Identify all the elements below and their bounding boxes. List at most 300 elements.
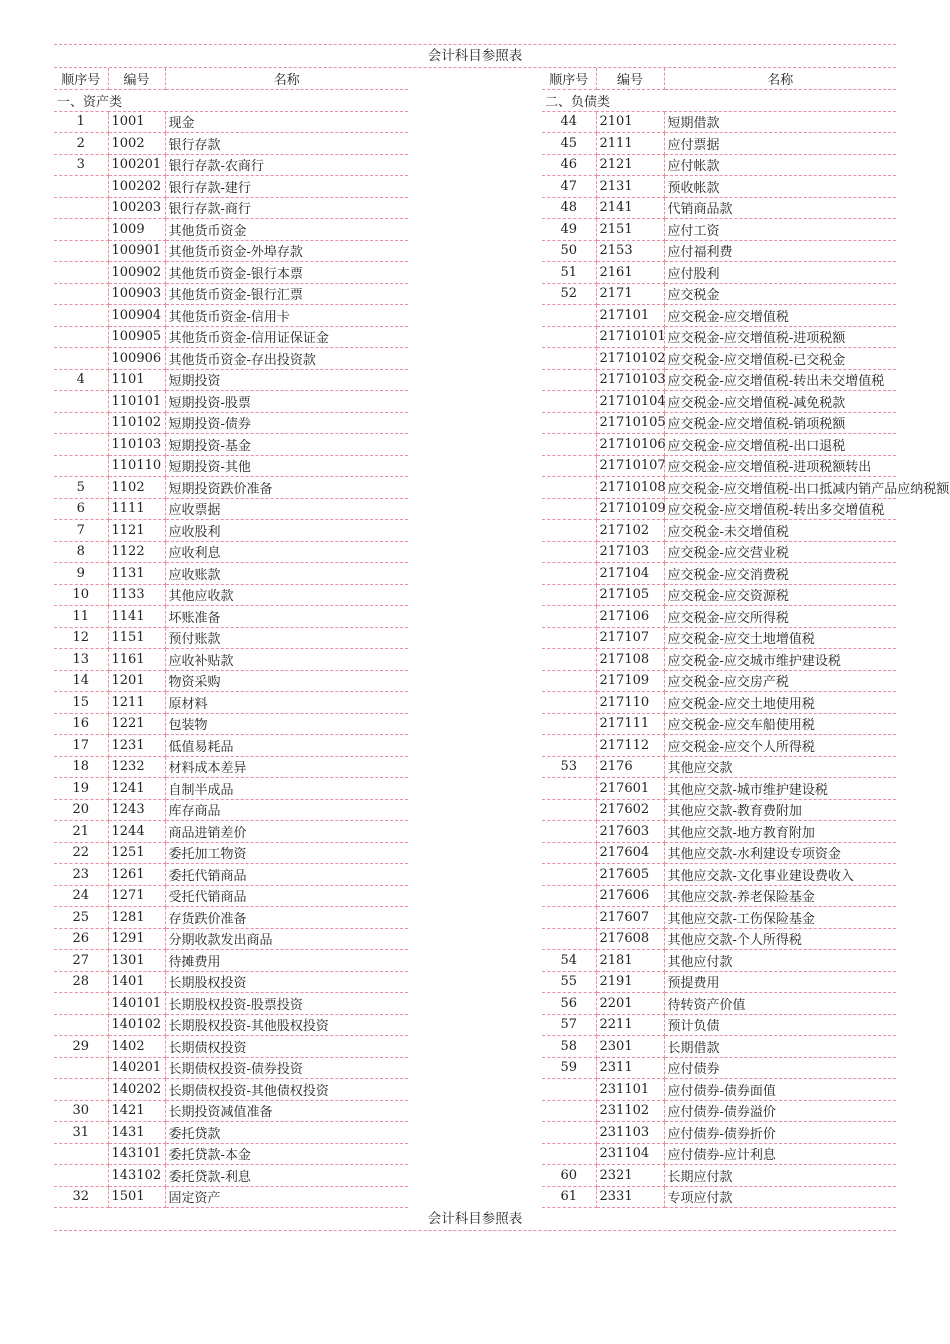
row-seq: 29 <box>54 1036 108 1058</box>
table-row <box>54 240 408 262</box>
row-name: 应付福利费 <box>664 240 896 262</box>
row-name: 应交税金-应交增值税-进项税额 <box>664 326 896 348</box>
table-row <box>542 283 896 305</box>
liabilities-table <box>542 68 950 1208</box>
row-name: 其他货币资金-信用卡 <box>165 305 408 327</box>
row-name: 应交税金-应交增值税-出口退税 <box>664 434 896 456</box>
table-row <box>54 606 408 628</box>
row-name: 库存商品 <box>165 799 408 821</box>
row-code: 1421 <box>108 1100 165 1122</box>
row-name: 其他应交款-工伤保险基金 <box>664 907 896 929</box>
row-seq <box>54 219 108 241</box>
row-code: 217601 <box>596 778 664 800</box>
table-row <box>542 713 896 735</box>
table-row <box>54 434 408 456</box>
row-name: 长期债权投资-债券投资 <box>165 1057 408 1079</box>
row-code: 217606 <box>596 885 664 907</box>
table-row <box>54 1122 408 1144</box>
row-seq <box>542 799 596 821</box>
table-row <box>542 563 896 585</box>
row-code: 217602 <box>596 799 664 821</box>
table-row <box>54 1186 408 1208</box>
row-seq: 24 <box>54 885 108 907</box>
row-seq: 4 <box>54 369 108 391</box>
row-code: 1133 <box>108 584 165 606</box>
table-row <box>542 412 896 434</box>
row-name: 短期投资 <box>165 369 408 391</box>
table-row <box>54 262 408 284</box>
row-seq: 46 <box>542 154 596 176</box>
row-code: 217101 <box>596 305 664 327</box>
row-seq <box>54 326 108 348</box>
sheet-footer: 会计科目参照表 <box>54 1208 896 1231</box>
row-seq <box>542 778 596 800</box>
row-seq <box>542 735 596 757</box>
table-row <box>542 928 896 950</box>
row-name: 其他应交款-文化事业建设费收入 <box>664 864 896 886</box>
table-row <box>542 197 896 219</box>
table-row <box>542 1165 896 1187</box>
header-seq: 顺序号 <box>542 68 596 90</box>
row-seq: 14 <box>54 670 108 692</box>
row-code: 100202 <box>108 176 165 198</box>
row-seq <box>54 1014 108 1036</box>
row-name: 应交税金-应交增值税-减免税款 <box>664 391 896 413</box>
row-seq <box>54 283 108 305</box>
table-row <box>54 735 408 757</box>
row-name: 应交税金-应交增值税-转出多交增值税 <box>664 498 896 520</box>
row-name: 应交税金-应交资源税 <box>664 584 896 606</box>
row-name: 应交税金-应交增值税-出口抵减内销产品应纳税额 <box>664 477 896 499</box>
table-row <box>54 1057 408 1079</box>
row-code: 217108 <box>596 649 664 671</box>
row-seq: 59 <box>542 1057 596 1079</box>
row-code: 2151 <box>596 219 664 241</box>
row-seq: 8 <box>54 541 108 563</box>
row-seq: 9 <box>54 563 108 585</box>
row-code: 217604 <box>596 842 664 864</box>
row-code: 1102 <box>108 477 165 499</box>
row-code: 100904 <box>108 305 165 327</box>
row-seq: 28 <box>54 971 108 993</box>
row-seq <box>542 864 596 886</box>
row-seq: 56 <box>542 993 596 1015</box>
row-code: 1243 <box>108 799 165 821</box>
row-name: 应交税金-应交增值税-进项税额转出 <box>664 455 896 477</box>
row-name: 其他应交款-地方教育附加 <box>664 821 896 843</box>
row-seq: 44 <box>542 111 596 133</box>
row-code: 1261 <box>108 864 165 886</box>
row-name: 短期投资跌价准备 <box>165 477 408 499</box>
row-code: 2141 <box>596 197 664 219</box>
table-row <box>542 971 896 993</box>
table-row <box>542 520 896 542</box>
table-row <box>542 1186 896 1208</box>
table-row <box>54 907 408 929</box>
row-name: 受托代销商品 <box>165 885 408 907</box>
row-code: 140201 <box>108 1057 165 1079</box>
row-seq <box>542 541 596 563</box>
table-row <box>542 111 896 133</box>
table-row <box>54 713 408 735</box>
row-code: 1232 <box>108 756 165 778</box>
row-name: 待转资产价值 <box>664 993 896 1015</box>
row-code: 1122 <box>108 541 165 563</box>
table-row <box>54 326 408 348</box>
table-row <box>542 1079 896 1101</box>
row-seq <box>542 498 596 520</box>
row-seq: 54 <box>542 950 596 972</box>
row-name: 委托贷款-利息 <box>165 1165 408 1187</box>
row-seq: 61 <box>542 1186 596 1208</box>
row-name: 其他货币资金-银行汇票 <box>165 283 408 305</box>
row-seq: 47 <box>542 176 596 198</box>
table-row <box>542 1057 896 1079</box>
row-name: 应付票据 <box>664 133 896 155</box>
row-seq: 60 <box>542 1165 596 1187</box>
row-seq: 10 <box>54 584 108 606</box>
row-name: 物资采购 <box>165 670 408 692</box>
row-name: 应付债券-应计利息 <box>664 1143 896 1165</box>
row-name: 预付账款 <box>165 627 408 649</box>
row-seq <box>54 993 108 1015</box>
table-row <box>54 197 408 219</box>
row-name: 短期投资-债券 <box>165 412 408 434</box>
row-seq: 49 <box>542 219 596 241</box>
row-code: 1401 <box>108 971 165 993</box>
table-row <box>542 326 896 348</box>
row-seq <box>542 455 596 477</box>
table-row <box>54 864 408 886</box>
row-name: 其他应交款-城市维护建设税 <box>664 778 896 800</box>
table-row <box>54 627 408 649</box>
row-seq <box>54 305 108 327</box>
row-seq <box>54 434 108 456</box>
row-code: 2191 <box>596 971 664 993</box>
row-name: 长期债权投资-其他债权投资 <box>165 1079 408 1101</box>
section-row <box>54 90 408 112</box>
row-name: 短期投资-基金 <box>165 434 408 456</box>
row-seq: 31 <box>54 1122 108 1144</box>
table-row <box>542 842 896 864</box>
row-code: 217608 <box>596 928 664 950</box>
row-seq: 12 <box>54 627 108 649</box>
table-row <box>542 1100 896 1122</box>
table-row <box>54 133 408 155</box>
row-seq: 23 <box>54 864 108 886</box>
row-seq <box>542 563 596 585</box>
row-name: 应交税金-应交房产税 <box>664 670 896 692</box>
row-name: 应付债券 <box>664 1057 896 1079</box>
row-code: 231103 <box>596 1122 664 1144</box>
header-seq: 顺序号 <box>54 68 108 90</box>
row-code: 217110 <box>596 692 664 714</box>
row-code: 217104 <box>596 563 664 585</box>
table-row <box>542 649 896 671</box>
row-name: 低值易耗品 <box>165 735 408 757</box>
row-name: 长期投资减值准备 <box>165 1100 408 1122</box>
table-row <box>54 563 408 585</box>
table-row <box>542 1122 896 1144</box>
row-code: 2301 <box>596 1036 664 1058</box>
row-code: 1501 <box>108 1186 165 1208</box>
row-code: 1221 <box>108 713 165 735</box>
table-row <box>542 799 896 821</box>
row-seq: 21 <box>54 821 108 843</box>
row-seq <box>54 240 108 262</box>
row-code: 217107 <box>596 627 664 649</box>
table-row <box>542 907 896 929</box>
row-code: 1121 <box>108 520 165 542</box>
row-name: 应交税金-应交增值税-转出未交增值税 <box>664 369 896 391</box>
row-code: 231102 <box>596 1100 664 1122</box>
row-name: 委托加工物资 <box>165 842 408 864</box>
table-row <box>542 1014 896 1036</box>
row-code: 21710107 <box>596 455 664 477</box>
table-row <box>54 219 408 241</box>
table-row <box>54 993 408 1015</box>
row-seq <box>542 348 596 370</box>
table-row <box>542 950 896 972</box>
row-code: 100902 <box>108 262 165 284</box>
row-seq <box>542 1079 596 1101</box>
row-name: 应收利息 <box>165 541 408 563</box>
row-seq: 26 <box>54 928 108 950</box>
row-seq <box>542 1122 596 1144</box>
row-code: 140102 <box>108 1014 165 1036</box>
row-seq: 53 <box>542 756 596 778</box>
table-row <box>54 455 408 477</box>
row-code: 21710106 <box>596 434 664 456</box>
row-code: 2176 <box>596 756 664 778</box>
row-seq: 57 <box>542 1014 596 1036</box>
table-row <box>54 391 408 413</box>
table-row <box>542 993 896 1015</box>
row-code: 1301 <box>108 950 165 972</box>
row-name: 其他应交款-教育费附加 <box>664 799 896 821</box>
row-name: 其他货币资金-存出投资款 <box>165 348 408 370</box>
table-row <box>542 498 896 520</box>
row-seq <box>542 907 596 929</box>
row-name: 委托贷款 <box>165 1122 408 1144</box>
table-row <box>54 971 408 993</box>
row-code: 2201 <box>596 993 664 1015</box>
row-seq: 32 <box>54 1186 108 1208</box>
row-seq <box>54 197 108 219</box>
row-name: 其他货币资金-银行本票 <box>165 262 408 284</box>
row-name: 应交税金-应交土地增值税 <box>664 627 896 649</box>
row-seq <box>542 434 596 456</box>
row-seq <box>54 412 108 434</box>
header-code: 编号 <box>108 68 165 90</box>
row-seq: 22 <box>54 842 108 864</box>
row-name: 应收股利 <box>165 520 408 542</box>
row-code: 217105 <box>596 584 664 606</box>
row-code: 1244 <box>108 821 165 843</box>
table-row <box>542 133 896 155</box>
table-row <box>542 885 896 907</box>
header-code: 编号 <box>596 68 664 90</box>
row-seq <box>542 477 596 499</box>
row-name: 短期投资-股票 <box>165 391 408 413</box>
row-code: 110103 <box>108 434 165 456</box>
row-code: 143101 <box>108 1143 165 1165</box>
row-code: 1402 <box>108 1036 165 1058</box>
table-row <box>542 434 896 456</box>
table-row <box>54 541 408 563</box>
row-seq <box>542 842 596 864</box>
row-seq: 17 <box>54 735 108 757</box>
row-name: 银行存款 <box>165 133 408 155</box>
row-seq: 30 <box>54 1100 108 1122</box>
row-name: 应交税金-应交土地使用税 <box>664 692 896 714</box>
table-row <box>54 1036 408 1058</box>
table-row <box>54 670 408 692</box>
row-name: 银行存款-建行 <box>165 176 408 198</box>
row-code: 2153 <box>596 240 664 262</box>
columns <box>54 68 950 1208</box>
section-title-liabilities: 二、负债类 <box>542 90 896 112</box>
table-row <box>54 1143 408 1165</box>
table-row <box>542 778 896 800</box>
section-title-assets: 一、资产类 <box>54 90 408 112</box>
row-code: 1001 <box>108 111 165 133</box>
row-seq: 58 <box>542 1036 596 1058</box>
row-seq <box>542 305 596 327</box>
account-reference-sheet <box>54 44 950 1231</box>
table-row <box>542 756 896 778</box>
row-seq: 45 <box>542 133 596 155</box>
row-code: 21710101 <box>596 326 664 348</box>
row-seq <box>542 1100 596 1122</box>
table-row <box>54 305 408 327</box>
row-seq <box>54 1079 108 1101</box>
row-name: 其他应交款-个人所得税 <box>664 928 896 950</box>
row-code: 2311 <box>596 1057 664 1079</box>
row-seq: 51 <box>542 262 596 284</box>
row-code: 1431 <box>108 1122 165 1144</box>
row-seq: 7 <box>54 520 108 542</box>
row-code: 217106 <box>596 606 664 628</box>
row-seq: 11 <box>54 606 108 628</box>
table-row <box>542 477 896 499</box>
row-name: 长期借款 <box>664 1036 896 1058</box>
assets-column <box>54 68 408 1208</box>
row-seq <box>542 606 596 628</box>
row-code: 2321 <box>596 1165 664 1187</box>
row-name: 应交税金-未交增值税 <box>664 520 896 542</box>
row-code: 21710102 <box>596 348 664 370</box>
row-code: 1101 <box>108 369 165 391</box>
row-code: 231101 <box>596 1079 664 1101</box>
row-seq: 16 <box>54 713 108 735</box>
row-seq <box>54 176 108 198</box>
row-name: 应交税金-应交消费税 <box>664 563 896 585</box>
row-code: 21710104 <box>596 391 664 413</box>
row-code: 1271 <box>108 885 165 907</box>
table-row <box>54 799 408 821</box>
row-name: 原材料 <box>165 692 408 714</box>
row-name: 长期股权投资-其他股权投资 <box>165 1014 408 1036</box>
sheet-title: 会计科目参照表 <box>54 44 896 68</box>
row-name: 待摊费用 <box>165 950 408 972</box>
row-seq <box>542 670 596 692</box>
row-name: 其他应交款-养老保险基金 <box>664 885 896 907</box>
row-seq: 19 <box>54 778 108 800</box>
row-seq <box>542 649 596 671</box>
row-name: 长期股权投资-股票投资 <box>165 993 408 1015</box>
table-header-row <box>542 68 896 90</box>
table-row <box>54 928 408 950</box>
table-row <box>54 778 408 800</box>
row-name: 应收账款 <box>165 563 408 585</box>
table-row <box>54 154 408 176</box>
table-row <box>542 541 896 563</box>
row-code: 217102 <box>596 520 664 542</box>
row-name: 应收补贴款 <box>165 649 408 671</box>
row-code: 100905 <box>108 326 165 348</box>
row-code: 100203 <box>108 197 165 219</box>
row-seq <box>542 821 596 843</box>
table-row <box>54 756 408 778</box>
row-name: 包装物 <box>165 713 408 735</box>
row-name: 专项应付款 <box>664 1186 896 1208</box>
table-row <box>542 864 896 886</box>
row-seq: 55 <box>542 971 596 993</box>
row-code: 217605 <box>596 864 664 886</box>
row-name: 应付工资 <box>664 219 896 241</box>
row-name: 分期收款发出商品 <box>165 928 408 950</box>
row-code: 21710109 <box>596 498 664 520</box>
row-code: 21710103 <box>596 369 664 391</box>
row-seq <box>542 584 596 606</box>
row-name: 银行存款-农商行 <box>165 154 408 176</box>
row-name: 存货跌价准备 <box>165 907 408 929</box>
table-row <box>542 240 896 262</box>
row-name: 现金 <box>165 111 408 133</box>
row-code: 1161 <box>108 649 165 671</box>
row-name: 预提费用 <box>664 971 896 993</box>
row-code: 2131 <box>596 176 664 198</box>
row-seq: 5 <box>54 477 108 499</box>
row-code: 1211 <box>108 692 165 714</box>
table-header-row <box>54 68 408 90</box>
row-code: 1009 <box>108 219 165 241</box>
row-name: 长期债权投资 <box>165 1036 408 1058</box>
row-code: 2161 <box>596 262 664 284</box>
table-row <box>542 262 896 284</box>
row-name: 其他应交款 <box>664 756 896 778</box>
row-seq <box>54 348 108 370</box>
row-name: 应交税金-应交增值税-销项税额 <box>664 412 896 434</box>
row-seq: 18 <box>54 756 108 778</box>
table-row <box>542 369 896 391</box>
row-code: 1131 <box>108 563 165 585</box>
table-row <box>542 670 896 692</box>
row-name: 其他货币资金 <box>165 219 408 241</box>
row-code: 2171 <box>596 283 664 305</box>
row-name: 预收帐款 <box>664 176 896 198</box>
row-seq <box>542 391 596 413</box>
row-code: 1241 <box>108 778 165 800</box>
table-row <box>542 821 896 843</box>
row-code: 21710108 <box>596 477 664 499</box>
row-name: 商品进销差价 <box>165 821 408 843</box>
row-name: 代销商品款 <box>664 197 896 219</box>
table-row <box>542 584 896 606</box>
row-code: 2211 <box>596 1014 664 1036</box>
row-name: 材料成本差异 <box>165 756 408 778</box>
